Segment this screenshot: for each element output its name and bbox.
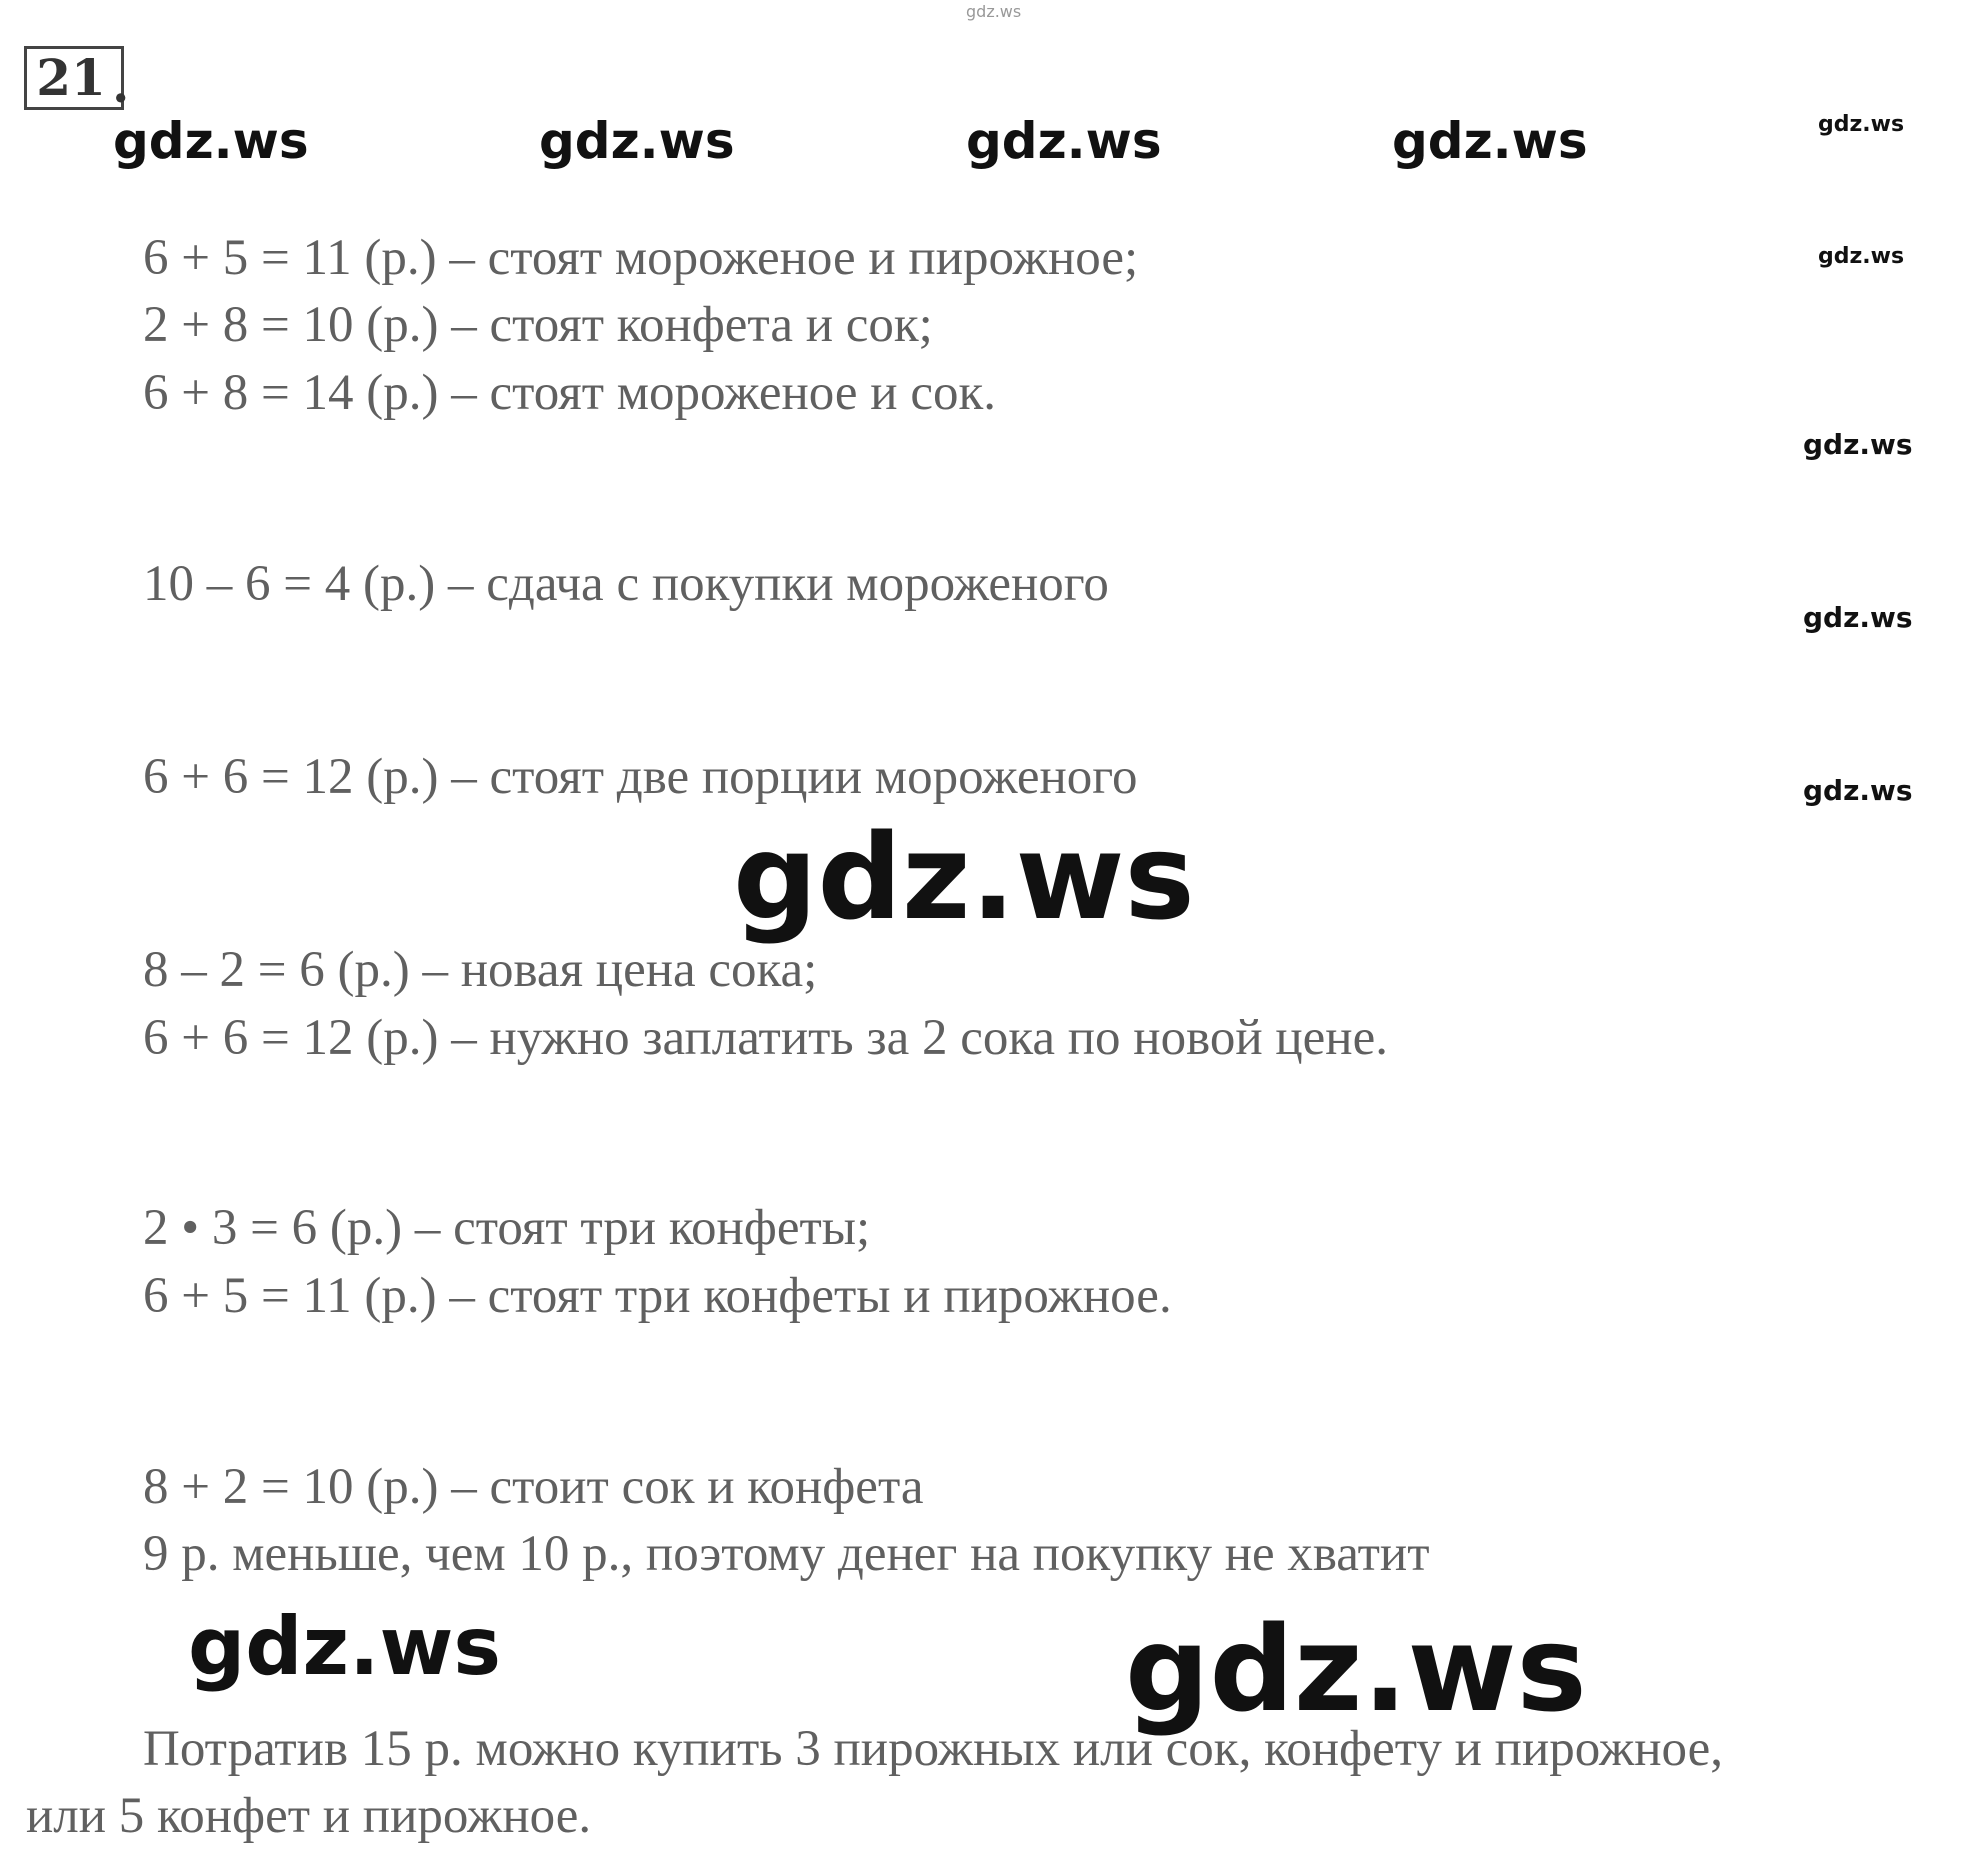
conclusion-first-line: Потратив 15 р. можно купить 3 пирожных или сок, конфету и пирожное, <box>143 1721 1724 1777</box>
watermark-top-tiny: gdz.ws <box>966 2 1022 21</box>
task-number-box <box>24 46 124 110</box>
watermark-side-e: gdz.ws <box>1803 774 1913 807</box>
solution-line: 6 + 5 = 11 (р.) – стоят три конфеты и пирожное. <box>143 1268 1172 1324</box>
watermark-row-1: gdz.ws <box>113 112 309 170</box>
solution-line: 2 + 8 = 10 (р.) – стоят конфета и сок; <box>143 297 933 353</box>
task-number: 21 <box>36 48 106 107</box>
conclusion-second-line: или 5 конфет и пирожное. <box>26 1788 592 1844</box>
solution-line: 2 • 3 = 6 (р.) – стоят три конфеты; <box>143 1200 871 1256</box>
watermark-side-a: gdz.ws <box>1818 112 1905 137</box>
watermark-large-right: gdz.ws <box>1125 1600 1587 1738</box>
watermark-side-b: gdz.ws <box>1818 244 1905 269</box>
solution-line: 6 + 6 = 12 (р.) – стоят две порции мороженого <box>143 749 1138 805</box>
solution-line: 8 + 2 = 10 (р.) – стоит сок и конфета <box>143 1459 924 1515</box>
solution-line: 6 + 5 = 11 (р.) – стоят мороженое и пирожное; <box>143 230 1139 286</box>
solution-line: 8 – 2 = 6 (р.) – новая цена сока; <box>143 942 818 998</box>
solution-line: 6 + 6 = 12 (р.) – нужно заплатить за 2 сока по новой цене. <box>143 1010 1388 1066</box>
solution-line: 9 р. меньше, чем 10 р., поэтому денег на покупку не хватит <box>143 1526 1430 1582</box>
watermark-large-left: gdz.ws <box>188 1600 502 1693</box>
conclusion-paragraph <box>26 1716 1976 1850</box>
watermark-side-d: gdz.ws <box>1803 601 1913 634</box>
watermark-row-2: gdz.ws <box>539 112 735 170</box>
task-number-dot: . <box>112 55 130 114</box>
watermark-large-center: gdz.ws <box>733 808 1195 946</box>
watermark-row-4: gdz.ws <box>1392 112 1588 170</box>
solution-line: 6 + 8 = 14 (р.) – стоят мороженое и сок. <box>143 365 996 421</box>
watermark-row-3: gdz.ws <box>966 112 1162 170</box>
watermark-side-c: gdz.ws <box>1803 428 1913 461</box>
solution-line: 10 – 6 = 4 (р.) – сдача с покупки мороженого <box>143 556 1109 612</box>
